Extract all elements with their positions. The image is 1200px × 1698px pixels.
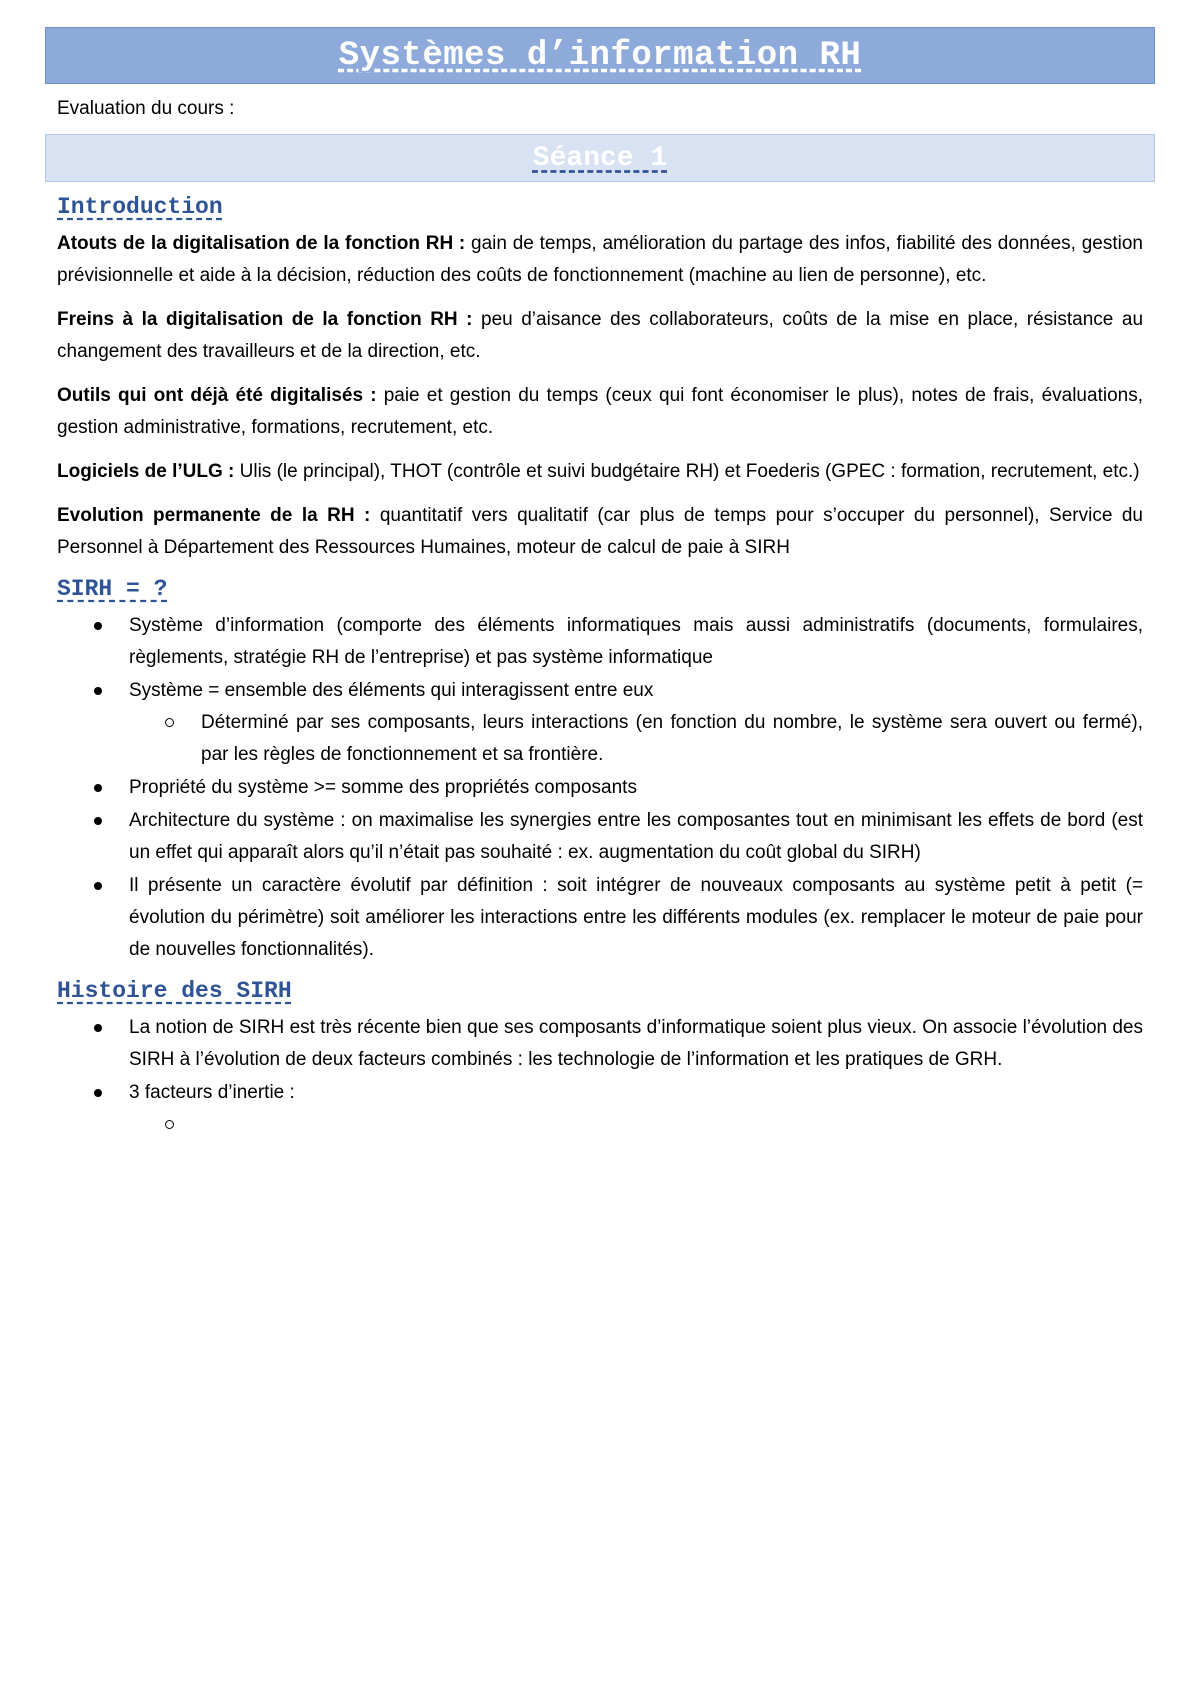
intro-paragraph [57, 456, 1143, 488]
list-item [57, 1012, 1143, 1076]
list-item [57, 1077, 1143, 1141]
title-banner [45, 27, 1155, 84]
intro-paragraph [57, 500, 1143, 564]
list-item-text: Propriété du système >= somme des propriétés composants [129, 777, 637, 798]
bullet-icon [94, 622, 102, 630]
paragraph-text: gain de temps, amélioration du partage des infos, fiabilité des données, gestion prévisionnelle et aide à la décision, réduction des coûts de fonctionnement (machine au lien de personne), etc. [57, 233, 1143, 286]
list-item-text: La notion de SIRH est très récente bien que ses composants d’informatique soient plus vieux. On associe l’évolution des SIRH à l’évolution de deux facteurs combinés : les technologie de l’information et les pratiques de GRH. [129, 1017, 1143, 1070]
bullet-icon [94, 882, 102, 890]
circle-bullet-icon [165, 718, 174, 727]
list-item [57, 805, 1143, 869]
sub-list-item [129, 707, 1143, 771]
list-item-text: Système d’information (comporte des éléments informatiques mais aussi administratifs (documents, formulaires, règlements, stratégie RH de l’entreprise) et pas système informatique [129, 615, 1143, 668]
bullet-icon [94, 1024, 102, 1032]
paragraph-text: quantitatif vers qualitatif (car plus de temps pour s’occuper du personnel), Service du Personnel à Département des Ressources Humaines, moteur de calcul de paie à SIRH [57, 505, 1144, 558]
paragraph-label: Logiciels de l’ULG : [57, 461, 235, 482]
paragraph-label: Evolution permanente de la RH : [57, 505, 371, 526]
seance-title: Séance 1 [532, 142, 668, 174]
paragraph-text: Ulis (le principal), THOT (contrôle et suivi budgétaire RH) et Foederis (GPEC : formation, recrutement, etc.) [234, 461, 1140, 482]
intro-paragraph [57, 380, 1143, 444]
section-heading-introduction: Introduction [57, 194, 223, 220]
evaluation-label: Evaluation du cours : [57, 98, 235, 119]
bullet-icon [94, 1089, 102, 1097]
document-title: Systèmes d’information RH [338, 36, 862, 75]
circle-bullet-icon [165, 1120, 174, 1129]
list-item [57, 675, 1143, 771]
bullet-icon [94, 687, 102, 695]
paragraph-text: paie et gestion du temps (ceux qui font économiser le plus), notes de frais, évaluations, gestion administrative, formations, recrutement, etc. [57, 385, 1143, 438]
paragraph-label: Outils qui ont déjà été digitalisés : [57, 385, 377, 406]
list-item [57, 772, 1143, 804]
section-heading-sirh: SIRH = ? [57, 576, 168, 602]
sub-list-item-text: Déterminé par ses composants, leurs interactions (en fonction du nombre, le système sera ouvert ou fermé), par les règles de fonctionnement et sa frontière. [201, 712, 1143, 765]
seance-banner [45, 134, 1155, 182]
list-item [57, 870, 1143, 966]
section-heading-histoire: Histoire des SIRH [57, 978, 292, 1004]
intro-paragraph [57, 304, 1143, 368]
sub-list [129, 707, 1143, 771]
list-item-text: Il présente un caractère évolutif par définition : soit intégrer de nouveaux composants au système petit à petit (= évolution du périmètre) soit améliorer les interactions entre les différents modules (ex. remplacer le moteur de paie pour de nouvelles fonctionnalités). [129, 875, 1143, 960]
intro-paragraph [57, 228, 1143, 292]
bullet-icon [94, 784, 102, 792]
list-item-text: Système = ensemble des éléments qui interagissent entre eux [129, 680, 654, 701]
paragraph-label: Atouts de la digitalisation de la fonction RH : [57, 233, 466, 254]
document-content [45, 194, 1155, 1141]
list-item [57, 610, 1143, 674]
histoire-list [57, 1012, 1143, 1141]
sub-list-item-empty [129, 1109, 1143, 1141]
sub-list [129, 1109, 1143, 1141]
list-item-text: Architecture du système : on maximalise les synergies entre les composantes tout en minimisant les effets de bord (est un effet qui apparaît alors qu’il n’était pas souhaité : ex. augmentation du coût global du SIRH) [129, 810, 1143, 863]
list-item-text: 3 facteurs d’inertie : [129, 1082, 295, 1103]
bullet-icon [94, 817, 102, 825]
paragraph-label: Freins à la digitalisation de la fonction RH : [57, 309, 473, 330]
sirh-list [57, 610, 1143, 966]
paragraph-text: peu d’aisance des collaborateurs, coûts de la mise en place, résistance au changement des travailleurs et de la direction, etc. [57, 309, 1144, 362]
